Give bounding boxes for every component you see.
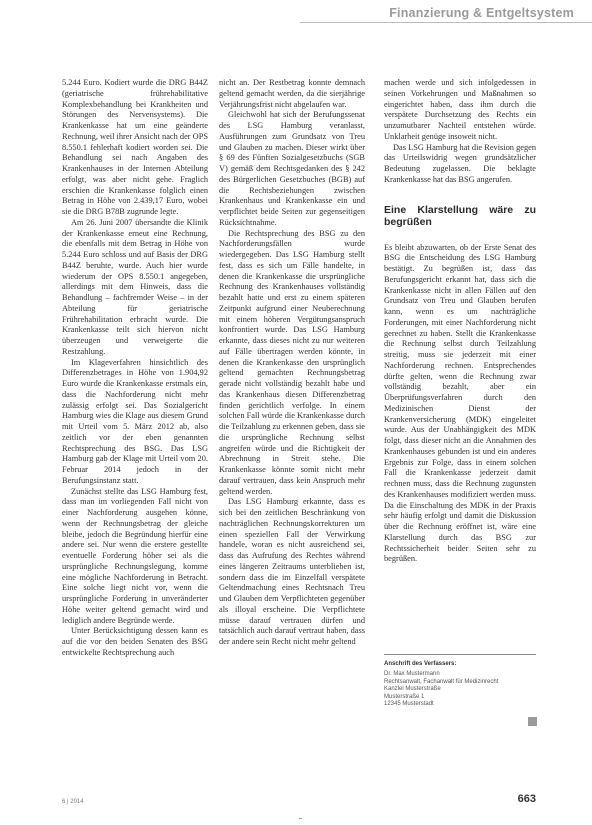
paragraph: Das LSG Hamburg hat die Revision gegen das Urteilswidrig wegen grundsätzlicher Bedeutung zugelassen. Die beklagte Krankenkasse hat das BSG angerufen.: [384, 142, 536, 184]
column-left: [62, 78, 208, 798]
paragraph: Das LSG Hamburg erkannte, dass es sich bei den zeitlichen Beschränkung von nachträglichen Rechnungskorrekturen um einen speziellen Fall der Verwirkung handele, woran es nicht ausreichend sei, dass das Aufrufung des Rechtes während eines längeren Zeitraums unterblieben ist, sondern dass die im Einzelfall verspätete Geltendmachung eines Rechtsnach Treu und Glauben dem Verpflichteten gegenüber als illoyal erscheine. Die Verpflichtete müsse darauf vertrauen dürfen und tatsächlich auch darauf vertraut haben, dass der andere sein Recht nicht mehr geltend: [219, 497, 365, 646]
paragraph: Die Rechtsprechung des BSG zu den Nachforderungsfällen wurde wiedergegeben. Das LSG Hamburg stellt fest, dass es sich um Fälle handelte, in denen die Krankenkasse die ursprüngliche Rechnung des Krankenhauses vollständig bezahlt hatte und erst zu einem späteren Zeitpunkt aufgrund einer Neuberechnung mit einem höheren Vergütungsanspruch konfrontiert wurde. Das LSG Hamburg erkannte, dass dieses nicht zu nur weiteren auf Fälle übertragen werden könnte, in denen die Krankenkasse den ursprünglich geltend gemachten Rechnungsbetrag gerade nicht vollständig bezahlt habe und das Krankenhaus diesen Differenzbetrag finden gerichtlich verfolge. In einem solchen Fall würde die Krankenkasse durch die Teilzahlung zu erkennen geben, dass sie die ursprüngliche Rechnung selbst angreifen würde und die Richtigkeit der Abrechnung in Streit stehe. Die Krankenkasse könnte somit nicht mehr darauf vertrauen, dass kein Anspruch mehr geltend werden.: [219, 228, 365, 496]
paragraph: Zunächst stellte das LSG Hamburg fest, dass man im vorliegenden Fall nicht von einer Nachforderung ausgehen könne, wenn der Rechnungsbetrag der gleiche bleibe, jedoch die Begründung hierfür eine andere sei. Nur wenn die erstere gestellte eventuelle Forderung höher sei als die ursprüngliche Rechnungslegung, komme eine mögliche Nachforderung in Betracht. Eine solche liegt nicht vor, wenn die ursprüngliche Forderung in unveränderter Höhe weiter geltend gemacht wird und lediglich andere Begründe werde.: [62, 486, 208, 625]
address-line: Musterstraße 1: [384, 693, 425, 700]
address-line: Kanzlei Musterstraße: [384, 686, 441, 693]
paragraph: Gleichwohl hat sich der Berufungssenat des LSG Hamburg veranlasst, Ausführungen zum Grundsatz von Treu und Glauben zu machen. Dieser wirkt über § 69 des Fünften Sozialgesetzbuchs (SGB V) gemäß dem Rechtsgedanken des § 242 des Bürgerlichen Gesetzbuches (BGB) auf die Rechtsbeziehungen zwischen Krankenhaus und Krankenkasse ein und verpflichtet beide Seiten zur gegenseitigen Rücksichtnahme.: [219, 110, 365, 227]
section-title: Finanzierung & Entgeltsystem: [389, 6, 574, 20]
paragraph: Am 26. Juni 2007 übersandte die Klinik der Krankenkasse erneut eine Rechnung, die ebenfalls mit dem Betrag in Höhe von 5.244 Euro schloss und auf Basis der DRG B44Z beruhte, wurde. Auch hier wurde wiederum der OPS 8.550.1 angegeben, allerdings mit dem Hinweis, dass die Behandlung – fachfremder Weise – in der Abteilung für geriatrische Frührehabilitation erbracht wurde. Die Krankenkasse teilt sich hiervon nicht überzeugen und verweigerte die Restzahlung.: [62, 217, 208, 356]
column-middle: [219, 78, 365, 798]
paragraph: nicht an. Der Restbetrag konnte demnach geltend gemacht werden, da die sierjährige Verjährungsfrist nicht abgelaufen war.: [219, 78, 365, 109]
address-line: 12345 Musterstadt: [384, 701, 434, 708]
qr-code-icon: [528, 717, 537, 726]
address-title: Anschrift des Verfassers:: [384, 661, 457, 667]
column-right: [384, 78, 536, 648]
address-line: Rechtsanwalt, Fachanwalt für Medizinrecht: [384, 678, 499, 685]
author-address-box: [384, 654, 536, 708]
paragraph: machen werde und sich infolgedessen in seinen Vorkehrungen und Maßnahmen so eingerichtet haben, dass ihm durch die verspätete Durchsetzung des Rechts ein unzumutbarer Nachteil entstehen würde. Unklarheit genüge insoweit nicht.: [384, 78, 536, 141]
header-rule: [300, 22, 592, 23]
paragraph: Im Klageverfahren hinsichtlich des Differenzbetrages in Höhe von 1.904,92 Euro wurde die Krankenkasse erstmals ein, dass die Nachforderung nicht mehr zulässig erfolgt sei. Das Sozialgericht Hamburg wies die Klage aus diesem Grund mit Urteil vom 5. März 2012 ab, also zeitlich vor der eben genannten Rechtsprechung des BSG. Das LSG Hamburg gab der Klage mit Urteil vom 20. Februar 2014 jedoch in der Berufungsinstanz statt.: [62, 357, 208, 485]
address-line: Dr. Max Mustermann: [384, 671, 440, 678]
page-number: 663: [517, 793, 536, 805]
section-subheading: Eine Klarstellung wäre zu begrüßen: [384, 203, 536, 228]
paragraph: 5.244 Euro. Kodiert wurde die DRG B44Z (geriatrische frührehabilitative Komplexbehandlung bei Krankheiten und Störungen des Nervensystems). Die Krankenkasse hat um eine geänderte Rechnung, weil ihrer Ansicht nach der OPS 8.550.1 fehlerhaft kodiert worden sei. Die Behandlung sei nach Angaben des Krankenhauses in der Internen Abteilung erfolgt, was aber nicht gehe. Fraglich erschien die Krankenkasse folglich einen Betrag in Höhe von 2.439,17 Euro, wobei sie die DRG B78B zugrunde legte.: [62, 78, 208, 216]
paragraph: Es bleibt abzuwarten, ob der Erste Senat des BSG die Entscheidung des LSG Hamburg bestätigt. Zu begrüßen ist, dass das Berufungsgericht erkannt hat, dass sich die Krankenkasse nicht in allen Fällen auf den Grundsatz von Treu und Glauben berufen kann, wenn es um nachträgliche Forderungen, mit einer Nachforderung nicht gerechnet zu haben. Stellt die Krankenkasse die Rechnung selbst durch Teilzahlung streitig, muss sie jederzeit mit einer Nachforderung rechnen. Entsprechendes dürfte gelten, wenn die Rechnung zwar vollständig bezahlt, aber ein Überprüfungsverfahren durch den Medizinischen Dienst der Krankenversicherung (MDK) eingeleitet wurde. Aus der Unabhängigkeit des MDK folgt, dass dieser nicht an die Annahmen des Krankenhauses gebunden ist und ein anderes Ergebnis zur Folge, dass in einem solchen Fall die Krankenkasse jederzeit damit rechnen muss, dass die Rechnung zugunsten des Krankenhauses modifiziert werden muss. Da die Einschaltung des MDK in der Praxis sehr häufig erfolgt und damit die Diskussion über die Rechnung eröffnet ist, wäre eine Klarstellung durch das BSG zur Rechtssicherheit beider Seiten sehr zu begrüßen.: [384, 242, 536, 564]
crop-mark: [299, 818, 302, 819]
paragraph: Unter Berücksichtigung dessen kann es auf die vor den beiden Senaten des BSG entwickelte Rechtsprechung auch: [62, 626, 208, 657]
issue-label: 6 | 2014: [62, 799, 84, 805]
